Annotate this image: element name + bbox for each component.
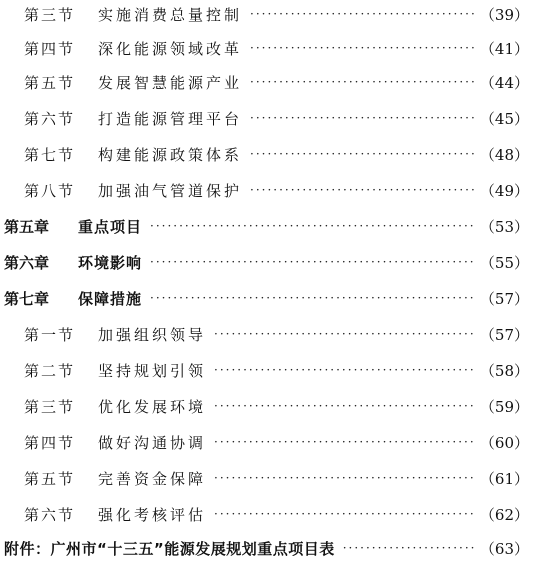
dot-leader [214, 363, 474, 377]
toc-entry-section [0, 320, 535, 348]
toc-entry-chapter [0, 248, 535, 276]
dot-leader [214, 327, 474, 341]
chapter-number: 第六章 [4, 253, 50, 272]
dot-leader [250, 75, 474, 89]
dot-leader [214, 471, 474, 485]
toc-entry-chapter [0, 284, 535, 312]
dot-leader [214, 435, 474, 449]
chapter-title: 保障措施 [78, 289, 143, 308]
appendix-title: 附件：广州市“十三五”能源发展规划重点项目表 [4, 539, 335, 558]
dot-leader [214, 399, 474, 413]
dot-leader [250, 111, 474, 125]
section-number: 第四节 [24, 433, 76, 452]
section-number: 第三节 [24, 5, 76, 24]
dot-leader [150, 219, 474, 233]
section-number: 第七节 [24, 145, 76, 164]
toc-entry-section [0, 176, 535, 204]
page-number: （57） [479, 325, 529, 344]
chapter-title: 环境影响 [78, 253, 143, 272]
toc-entry-section [0, 392, 535, 420]
dot-leader [250, 183, 474, 197]
toc-entry-section [0, 356, 535, 384]
section-title: 实施消费总量控制 [98, 5, 243, 24]
section-number: 第六节 [24, 505, 76, 524]
dot-leader [343, 541, 474, 555]
chapter-number: 第五章 [4, 217, 50, 236]
section-title: 优化发展环境 [98, 397, 207, 416]
toc-entry-section [0, 464, 535, 492]
page-number: （39） [479, 5, 529, 24]
dot-leader [250, 41, 474, 55]
toc-entry-section [0, 68, 535, 96]
section-title: 加强组织领导 [98, 325, 207, 344]
page-number: （61） [479, 469, 529, 488]
page-number: （41） [479, 39, 529, 58]
section-title: 坚持规划引领 [98, 361, 207, 380]
dot-leader [250, 7, 474, 21]
toc-entry-section [0, 34, 535, 62]
page-number: （58） [479, 361, 529, 380]
toc-entry-section [0, 104, 535, 132]
page-number: （44） [479, 73, 529, 92]
dot-leader [214, 507, 474, 521]
page-number: （57） [479, 289, 529, 308]
chapter-number: 第七章 [4, 289, 50, 308]
toc-entry-section [0, 140, 535, 168]
toc-entry-section [0, 500, 535, 528]
dot-leader [150, 255, 474, 269]
section-number: 第八节 [24, 181, 76, 200]
page-number: （62） [479, 505, 529, 524]
section-number: 第二节 [24, 361, 76, 380]
page-number: （59） [479, 397, 529, 416]
page-number: （63） [479, 539, 529, 558]
toc-entry-appendix [0, 534, 535, 562]
section-title: 发展智慧能源产业 [98, 73, 243, 92]
section-number: 第三节 [24, 397, 76, 416]
dot-leader [150, 291, 474, 305]
section-title: 强化考核评估 [98, 505, 207, 524]
toc-entry-chapter [0, 212, 535, 240]
section-title: 加强油气管道保护 [98, 181, 243, 200]
section-number: 第五节 [24, 469, 76, 488]
page-number: （60） [479, 433, 529, 452]
page-number: （53） [479, 217, 529, 236]
chapter-title: 重点项目 [78, 217, 143, 236]
section-number: 第四节 [24, 39, 76, 58]
section-number: 第五节 [24, 73, 76, 92]
section-title: 完善资金保障 [98, 469, 207, 488]
page-number: （49） [479, 181, 529, 200]
page-number: （55） [479, 253, 529, 272]
section-number: 第六节 [24, 109, 76, 128]
toc-entry-section [0, 0, 535, 28]
dot-leader [250, 147, 474, 161]
section-title: 深化能源领域改革 [98, 39, 243, 58]
toc-entry-section [0, 428, 535, 456]
section-title: 打造能源管理平台 [98, 109, 243, 128]
section-title: 做好沟通协调 [98, 433, 207, 452]
page-number: （45） [479, 109, 529, 128]
section-number: 第一节 [24, 325, 76, 344]
section-title: 构建能源政策体系 [98, 145, 243, 164]
page-number: （48） [479, 145, 529, 164]
